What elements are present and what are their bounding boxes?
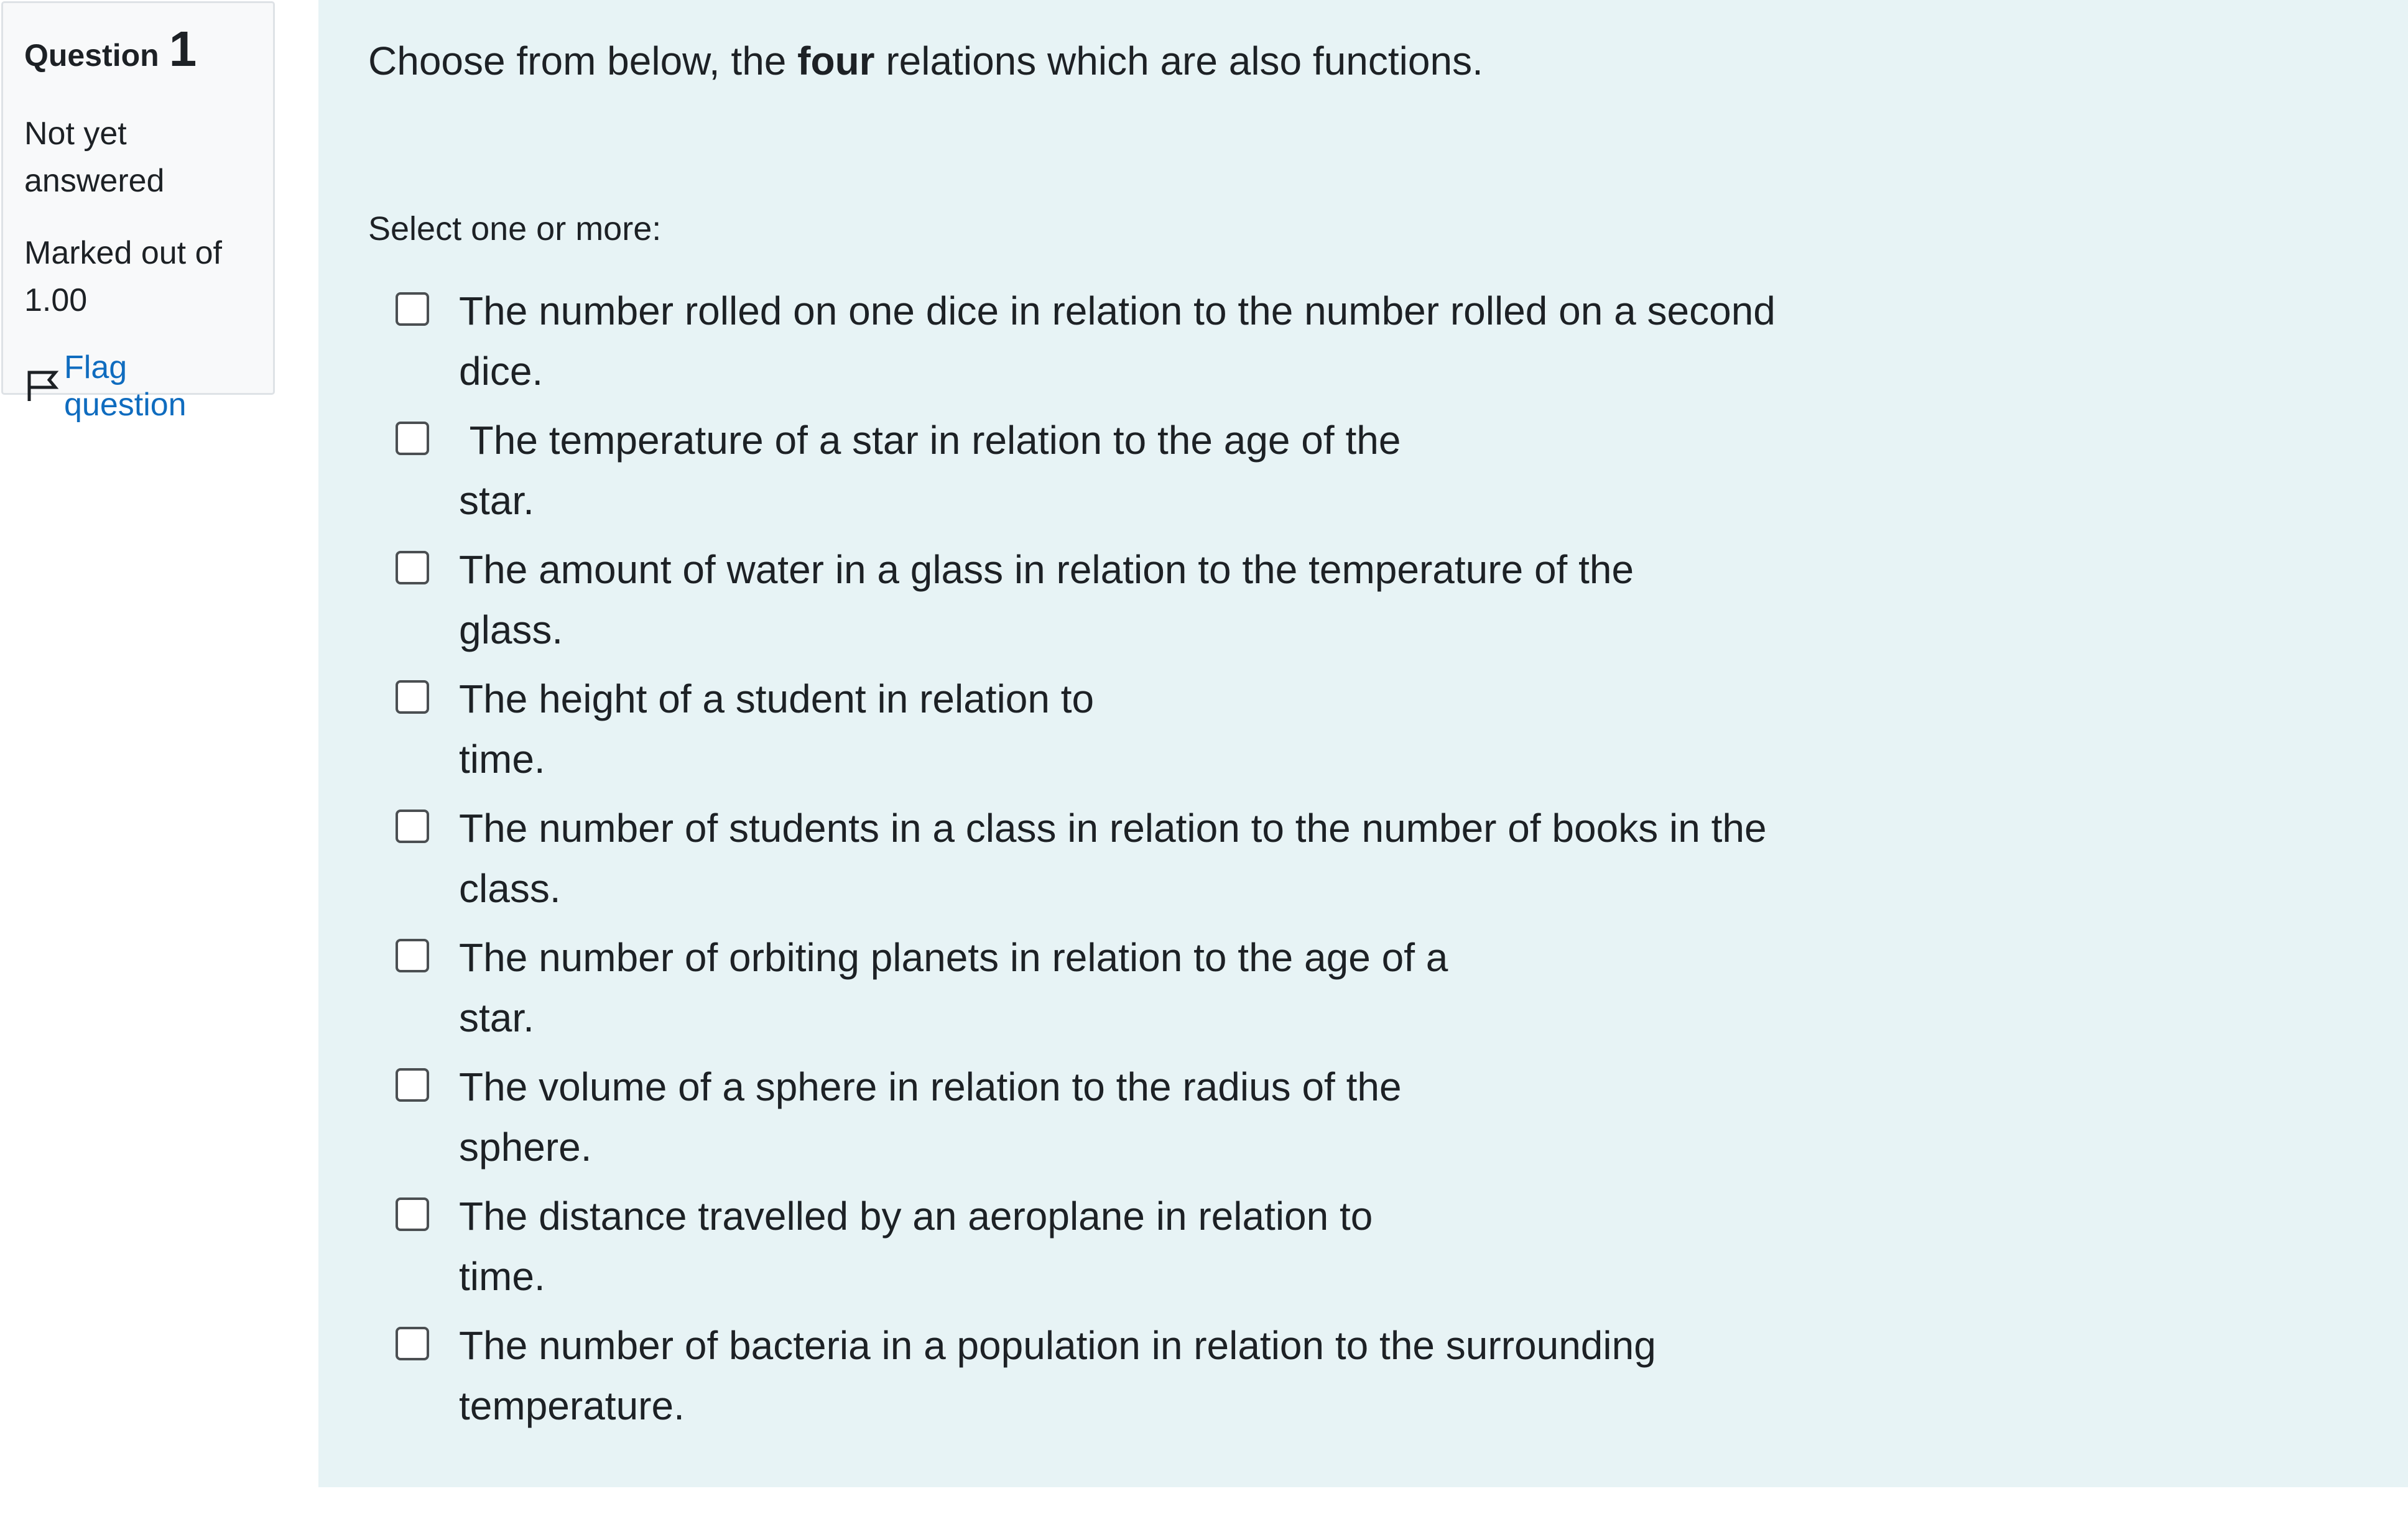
answer-label-7[interactable]: [459, 1057, 1827, 1178]
answer-option-1: [387, 281, 2190, 410]
answer-option-4: [387, 669, 2190, 798]
flag-question-label: Flag question: [64, 349, 187, 423]
answer-label-9[interactable]: [459, 1316, 1827, 1436]
answer-checkbox-5[interactable]: [396, 810, 429, 843]
answer-9-line1: The number of bacteria in a population in relation to the surrounding: [459, 1323, 1656, 1368]
answer-7-line2: sphere.: [459, 1125, 592, 1169]
answer-option-3: [387, 540, 2190, 669]
answer-option-2: [387, 410, 2190, 540]
question-info-panel: [1, 1, 275, 423]
answer-checkbox-4[interactable]: [396, 680, 429, 714]
answer-6-line2: star.: [459, 995, 534, 1040]
answer-7-line1: The volume of a sphere in relation to the radius of the: [459, 1064, 1402, 1109]
answer-8-line1: The distance travelled by an aeroplane in relation to: [459, 1194, 1373, 1239]
answer-label-8[interactable]: [459, 1186, 1827, 1307]
answer-1-line1: The number rolled on one dice in relation to the number rolled on a second: [459, 288, 1776, 333]
answer-option-7: [387, 1057, 2190, 1186]
answer-9-line2: temperature.: [459, 1383, 685, 1428]
select-prompt: Select one or more:: [368, 210, 662, 247]
answer-5-line2: class.: [459, 866, 561, 911]
question-state-line2: answered: [24, 163, 165, 199]
answer-checkbox-2[interactable]: [396, 422, 429, 455]
question-grade: [24, 229, 252, 324]
question-text: [368, 32, 1483, 90]
answer-6-line1: The number of orbiting planets in relation to the age of a: [459, 935, 1448, 980]
answer-checkbox-3[interactable]: [396, 551, 429, 584]
question-number: 1: [169, 21, 197, 76]
flag-outline-icon: [24, 367, 62, 405]
answer-checkbox-8[interactable]: [396, 1197, 429, 1231]
answer-option-8: [387, 1186, 2190, 1316]
answer-2-line1: The temperature of a star in relation to the age of the: [459, 418, 1401, 463]
question-state: [24, 110, 252, 205]
answer-2-line2: star.: [459, 478, 534, 523]
answer-option-6: [387, 928, 2190, 1057]
answer-4-line2: time.: [459, 737, 545, 782]
answer-checkbox-6[interactable]: [396, 939, 429, 972]
question-grade-line1: Marked out of: [24, 235, 222, 271]
answer-list: [387, 281, 2190, 1445]
answer-5-line1: The number of students in a class in relation to the number of books in the: [459, 806, 1767, 851]
answer-3-line1: The amount of water in a glass in relation to the temperature of the: [459, 547, 1634, 592]
question-state-line1: Not yet: [24, 116, 127, 152]
question-text-after: relations which are also functions.: [874, 39, 1483, 83]
question-content: [318, 0, 2408, 1487]
answer-8-line2: time.: [459, 1254, 545, 1299]
answer-label-3[interactable]: [459, 540, 1827, 660]
answer-label-6[interactable]: [459, 928, 1827, 1048]
answer-1-line2: dice.: [459, 349, 544, 394]
answer-option-5: [387, 798, 2190, 928]
answer-label-1[interactable]: [459, 281, 1827, 402]
question-word: Question: [24, 38, 159, 73]
answer-checkbox-1[interactable]: [396, 292, 429, 326]
answer-label-2[interactable]: [459, 410, 1827, 531]
answer-option-9: [387, 1316, 2190, 1445]
question-text-bold: four: [797, 39, 875, 83]
answer-checkbox-9[interactable]: [396, 1327, 429, 1360]
question-text-before: Choose from below, the: [368, 39, 798, 83]
answer-checkbox-7[interactable]: [396, 1068, 429, 1102]
answer-label-5[interactable]: [459, 798, 1827, 919]
flag-question-link[interactable]: [24, 349, 252, 423]
question-grade-line2: 1.00: [24, 282, 88, 318]
answer-4-line1: The height of a student in relation to: [459, 676, 1095, 721]
question-heading: [24, 21, 252, 80]
answer-3-line2: glass.: [459, 607, 563, 652]
answer-label-4[interactable]: [459, 669, 1827, 790]
